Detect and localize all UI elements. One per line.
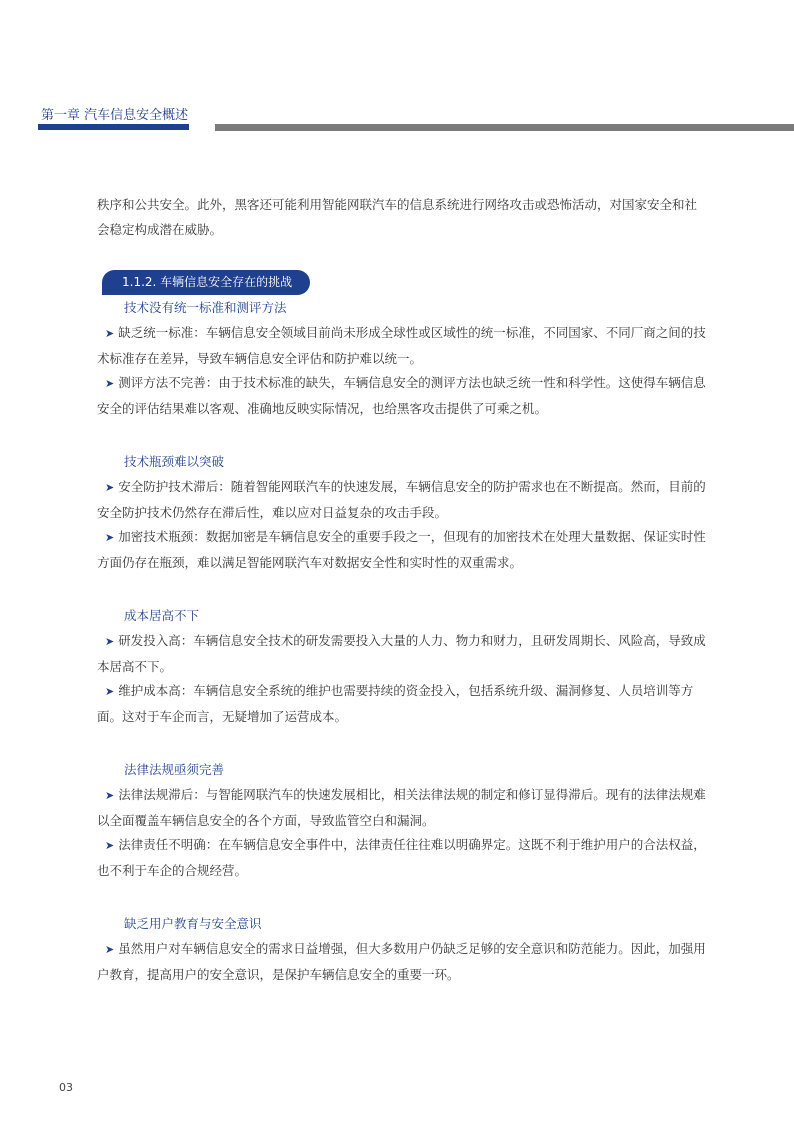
arrow-bullet-icon: ➤ xyxy=(105,481,115,494)
bullet-item xyxy=(97,371,708,421)
chapter-title: 第一章 汽车信息安全概述 xyxy=(41,108,189,123)
bullet-text: 加密技术瓶颈：数据加密是车辆信息安全的重要手段之一，但现有的加密技术在处理大量数据、保证实时性方面仍存在瓶颈，难以满足智能网联汽车对数据安全性和实时性的双重需求。 xyxy=(97,529,706,570)
bullet-item xyxy=(97,679,708,729)
bullet-text: 缺乏统一标准：车辆信息安全领域目前尚未形成全球性或区域性的统一标准，不同国家、不同厂商之间的技术标准存在差异，导致车辆信息安全评估和防护难以统一。 xyxy=(97,325,706,366)
bullet-item xyxy=(97,475,708,525)
chapter-title-underline xyxy=(38,124,189,130)
arrow-bullet-icon: ➤ xyxy=(105,789,115,802)
arrow-bullet-icon: ➤ xyxy=(105,377,115,390)
subsection-heading: 法律法规亟须完善 xyxy=(124,762,225,777)
arrow-bullet-icon: ➤ xyxy=(105,943,115,956)
section-heading-badge: 1.1.2. 车辆信息安全存在的挑战 xyxy=(102,270,310,295)
subsection-heading: 技术瓶颈难以突破 xyxy=(124,454,225,469)
arrow-bullet-icon: ➤ xyxy=(105,685,115,698)
subsection-heading: 缺乏用户教育与安全意识 xyxy=(124,916,262,931)
header-divider-bar xyxy=(215,124,794,131)
bullet-text: 法律法规滞后：与智能网联汽车的快速发展相比，相关法律法规的制定和修订显得滞后。现有的法律法规难以全面覆盖车辆信息安全的各个方面，导致监管空白和漏洞。 xyxy=(97,787,706,828)
intro-paragraph: 秩序和公共安全。此外，黑客还可能利用智能网联汽车的信息系统进行网络攻击或恐怖活动，对国家安全和社会稳定构成潜在威胁。 xyxy=(97,197,698,237)
bullet-text: 研发投入高：车辆信息安全技术的研发需要投入大量的人力、物力和财力，且研发周期长、风险高，导致成本居高不下。 xyxy=(97,633,706,674)
arrow-bullet-icon: ➤ xyxy=(105,531,115,544)
bullet-item xyxy=(97,321,708,371)
arrow-bullet-icon: ➤ xyxy=(105,635,115,648)
bullet-text: 安全防护技术滞后：随着智能网联汽车的快速发展，车辆信息安全的防护需求也在不断提高。然而，目前的安全防护技术仍然存在滞后性，难以应对日益复杂的攻击手段。 xyxy=(97,479,706,520)
subsection-list xyxy=(97,295,708,987)
bullet-text: 虽然用户对车辆信息安全的需求日益增强，但大多数用户仍缺乏足够的安全意识和防范能力。因此，加强用户教育，提高用户的安全意识，是保护车辆信息安全的重要一环。 xyxy=(97,941,706,982)
bullet-text: 测评方法不完善：由于技术标准的缺失，车辆信息安全的测评方法也缺乏统一性和科学性。这使得车辆信息安全的评估结果难以客观、准确地反映实际情况，也给黑客攻击提供了可乘之机。 xyxy=(97,375,706,416)
bullet-text: 维护成本高：车辆信息安全系统的维护也需要持续的资金投入，包括系统升级、漏洞修复、人员培训等方面。这对于车企而言，无疑增加了运营成本。 xyxy=(97,683,694,724)
page-body xyxy=(97,193,708,987)
subsection-heading: 技术没有统一标准和测评方法 xyxy=(124,300,287,315)
page-number: 03 xyxy=(59,1081,73,1094)
bullet-item xyxy=(97,783,708,833)
bullet-item xyxy=(97,937,708,987)
arrow-bullet-icon: ➤ xyxy=(105,839,115,852)
bullet-text: 法律责任不明确：在车辆信息安全事件中，法律责任往往难以明确界定。这既不利于维护用户的合法权益，也不利于车企的合规经营。 xyxy=(97,837,706,878)
bullet-item xyxy=(97,629,708,679)
bullet-item xyxy=(97,833,708,883)
arrow-bullet-icon: ➤ xyxy=(105,327,115,340)
bullet-item xyxy=(97,525,708,575)
subsection-heading: 成本居高不下 xyxy=(124,608,200,623)
